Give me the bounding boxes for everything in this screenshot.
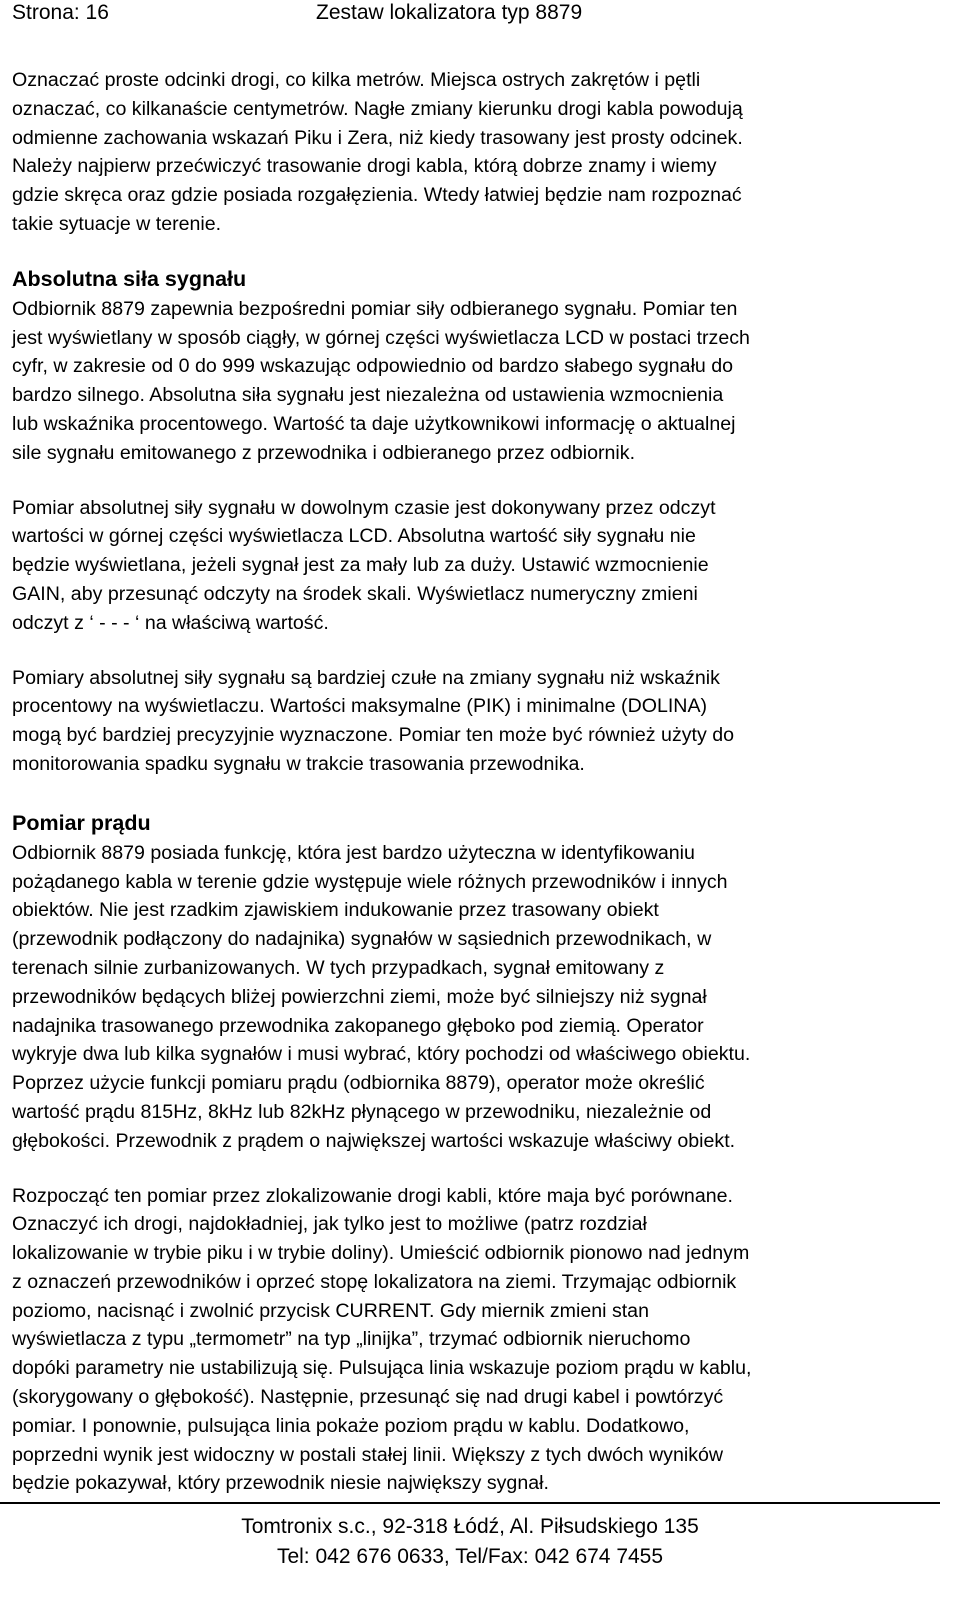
text-line: wykryje dwa lub kilka sygnałów i musi wybrać, który pochodzi od właściwego obiektu. xyxy=(12,1043,751,1066)
text-line: lub wskaźnika procentowego. Wartość ta daje użytkownikowi informację o aktualnej xyxy=(12,412,736,435)
page-header xyxy=(12,0,942,28)
footer-divider xyxy=(0,1502,940,1504)
signal-strength-paragraph-2 xyxy=(12,494,952,638)
text-line: wyświetlacza z typu „termometr” na typ „linijka”, trzymać odbiornik nieruchomo xyxy=(12,1328,691,1351)
text-line: takie sytuacje w terenie. xyxy=(12,212,222,235)
text-line: pożądanego kabla w terenie gdzie występuje wiele różnych przewodników i innych xyxy=(12,870,728,893)
text-line: Odbiornik 8879 posiada funkcję, która jest bardzo użyteczna w identyfikowaniu xyxy=(12,841,695,864)
text-line: Odbiornik 8879 zapewnia bezpośredni pomiar siły odbieranego sygnału. Pomiar ten xyxy=(12,297,738,320)
text-line: oznaczać, co kilkanaście centymetrów. Nagłe zmiany kierunku drogi kabla powodują xyxy=(12,97,743,120)
text-line: poprzedni wynik jest widoczny w postali stałej linii. Większy z tych dwóch wyników xyxy=(12,1443,724,1466)
text-line: będzie pokazywał, który przewodnik niesie największy sygnał. xyxy=(12,1472,549,1495)
intro-paragraph xyxy=(12,66,952,239)
signal-strength-paragraph-3 xyxy=(12,664,952,779)
text-line: GAIN, aby przesunąć odczyty na środek skali. Wyświetlacz numeryczny zmieni xyxy=(12,582,698,605)
text-line: monitorowania spadku sygnału w trakcie trasowania przewodnika. xyxy=(12,752,585,775)
text-line: Pomiary absolutnej siły sygnału są bardziej czułe na zmiany sygnału niż wskaźnik xyxy=(12,666,720,689)
text-line: lokalizowanie w trybie piku i w trybie doliny). Umieścić odbiornik pionowo nad jednym xyxy=(12,1242,750,1265)
text-line: wartości w górnej części wyświetlacza LCD. Absolutna wartość siły sygnału nie xyxy=(12,525,696,548)
text-line: będzie wyświetlana, jeżeli sygnał jest za mały lub za duży. Ustawić wzmocnienie xyxy=(12,554,709,577)
text-line: sile sygnału emitowanego z przewodnika i odbieranego przez odbiornik. xyxy=(12,441,636,464)
text-line: obiektów. Nie jest rzadkim zjawiskiem indukowanie przez trasowany obiekt xyxy=(12,899,659,922)
page-number: Strona: 16 xyxy=(12,1,109,24)
text-line: terenach silnie zurbanizowanych. W tych przypadkach, sygnał emitowany z xyxy=(12,956,665,979)
text-line: przewodników będących bliżej powierzchni ziemi, może być silniejszy niż sygnał xyxy=(12,985,707,1008)
current-measurement-paragraph-1 xyxy=(12,839,952,1156)
text-line: pomiar. I ponownie, pulsująca linia pokaże poziom prądu w kablu. Dodatkowo, xyxy=(12,1414,690,1437)
text-line: Oznaczyć ich drogi, najdokładniej, jak tylko jest to możliwe (patrz rozdział xyxy=(12,1213,647,1236)
text-line: Należy najpierw przećwiczyć trasowanie drogi kabla, którą dobrze znamy i wiemy xyxy=(12,155,717,178)
text-line: procentowy na wyświetlaczu. Wartości maksymalne (PIK) i minimalne (DOLINA) xyxy=(12,695,708,718)
section-heading-current-measurement: Pomiar prądu xyxy=(12,810,151,835)
document-title: Zestaw lokalizatora typ 8879 xyxy=(316,1,583,24)
document-body xyxy=(12,66,952,1524)
text-line: odczyt z ‘ - - - ‘ na właściwą wartość. xyxy=(12,611,329,634)
text-line: z oznaczeń przewodników i oprzeć stopę lokalizatora na ziemi. Trzymając odbiornik xyxy=(12,1270,737,1293)
text-line: wartość prądu 815Hz, 8kHz lub 82kHz płynącego w przewodniku, niezależnie od xyxy=(12,1100,712,1123)
text-line: (skorygowany o głębokość). Następnie, przesunąć się nad drugi kabel i powtórzyć xyxy=(12,1386,724,1409)
text-line: nadajnika trasowanego przewodnika zakopanego głęboko pod ziemią. Operator xyxy=(12,1014,704,1037)
text-line: poziomo, nacisnąć i zwolnić przycisk CURRENT. Gdy miernik zmieni stan xyxy=(12,1299,649,1322)
text-line: mogą być bardziej precyzyjnie wyznaczone. Pomiar ten może być również użyty do xyxy=(12,724,735,747)
company-phone: Tel: 042 676 0633, Tel/Fax: 042 674 7455 xyxy=(276,1545,664,1568)
text-line: Rozpocząć ten pomiar przez zlokalizowanie drogi kabli, które maja być porównane. xyxy=(12,1184,733,1207)
text-line: (przewodnik podłączony do nadajnika) sygnałów w sąsiednich przewodnikach, w xyxy=(12,928,712,951)
text-line: dopóki parametry nie ustabilizują się. Pulsująca linia wskazuje poziom prądu w kablu, xyxy=(12,1357,752,1380)
current-measurement-paragraph-2 xyxy=(12,1182,952,1499)
text-line: odmienne zachowania wskazań Piku i Zera, niż kiedy trasowany jest prosty odcinek. xyxy=(12,126,743,149)
text-line: cyfr, w zakresie od 0 do 999 wskazując odpowiednio od bardzo słabego sygnału do xyxy=(12,355,734,378)
text-line: gdzie skręca oraz gdzie posiada rozgałęzienia. Wtedy łatwiej będzie nam rozpoznać xyxy=(12,184,742,207)
text-line: Oznaczać proste odcinki drogi, co kilka metrów. Miejsca ostrych zakrętów i pętli xyxy=(12,69,701,91)
text-line: bardzo silnego. Absolutna siła sygnału jest niezależna od ustawienia wzmocnienia xyxy=(12,384,724,407)
section-heading-signal-strength: Absolutna siła sygnału xyxy=(12,266,247,291)
text-line: głębokości. Przewodnik z prądem o największej wartości wskazuje właściwy obiekt. xyxy=(12,1129,736,1152)
signal-strength-paragraph-1 xyxy=(12,295,952,468)
text-line: Pomiar absolutnej siły sygnału w dowolnym czasie jest dokonywany przez odczyt xyxy=(12,496,716,519)
text-line: jest wyświetlany w sposób ciągły, w górnej części wyświetlacza LCD w postaci trzech xyxy=(12,326,750,349)
company-address: Tomtronix s.c., 92-318 Łódź, Al. Piłsudskiego 135 xyxy=(241,1515,699,1538)
text-line: Poprzez użycie funkcji pomiaru prądu (odbiornika 8879), operator może określić xyxy=(12,1072,705,1095)
page-footer xyxy=(0,1512,940,1572)
